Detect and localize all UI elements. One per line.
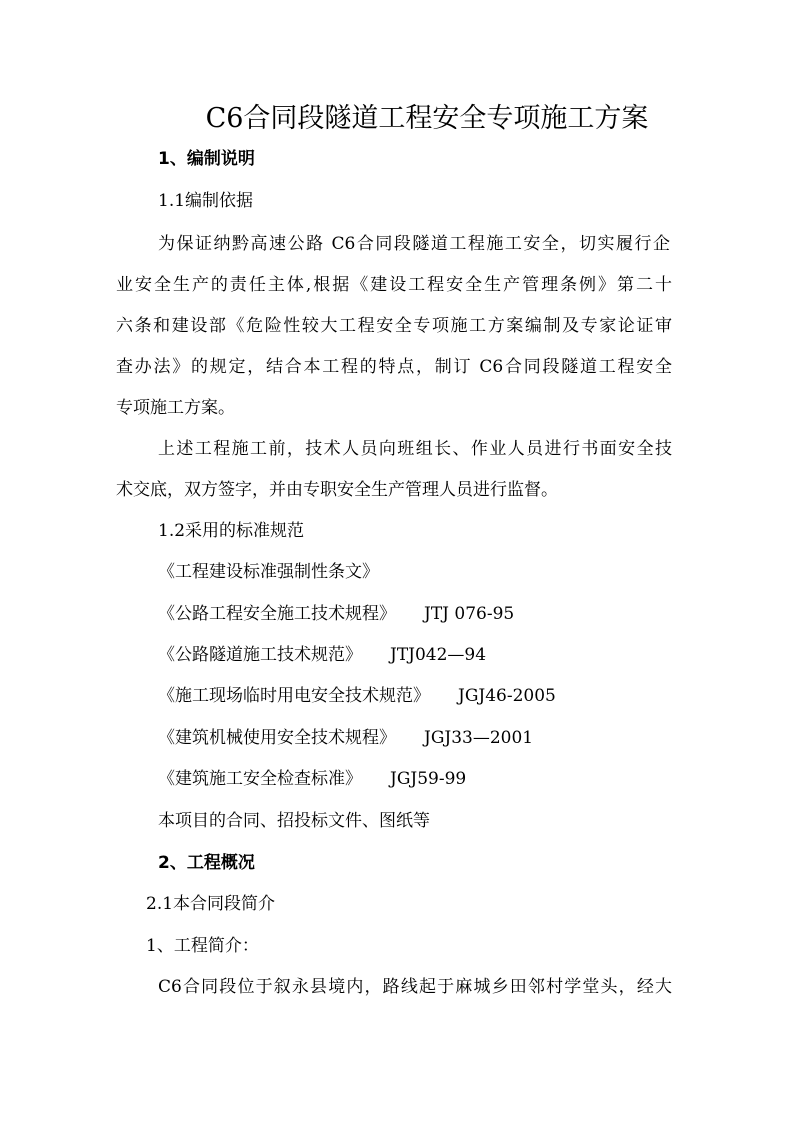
standard-name: 《施工现场临时用电安全技术规范》 (158, 686, 430, 706)
subsection-1-1-heading: 1.1编制依据 (158, 191, 254, 211)
standard-name: 《工程建设标准强制性条文》 (158, 562, 379, 582)
standard-code: JTJ042—94 (390, 645, 487, 665)
other-documents-line: 本项目的合同、招投标文件、图纸等 (158, 811, 430, 831)
document-title: C6合同段隧道工程安全专项施工方案 (205, 103, 649, 134)
paragraph-line: 上述工程施工前，技术人员向班组长、作业人员进行书面安全技 (158, 439, 672, 459)
subsection-2-1-heading: 2.1本合同段简介 (146, 894, 276, 914)
paragraph-line: 六条和建设部《危险性较大工程安全专项施工方案编制及专家论证审 (116, 316, 672, 336)
project-intro-item: 1、工程简介： (146, 936, 259, 956)
paragraph-line: 查办法》的规定，结合本工程的特点，制订 C6合同段隧道工程安全 (116, 357, 672, 377)
standard-name: 《建筑机械使用安全技术规程》 (158, 728, 396, 748)
standard-item (158, 727, 533, 749)
section-1-heading: 1、编制说明 (158, 149, 255, 169)
paragraph-line: 为保证纳黔高速公路 C6合同段隧道工程施工安全，切实履行企 (158, 234, 670, 254)
standard-code: JTJ 076-95 (424, 604, 515, 624)
standard-code: JGJ46-2005 (458, 686, 556, 706)
standard-item (158, 561, 379, 583)
standard-name: 《公路隧道施工技术规范》 (158, 645, 362, 665)
standard-name: 《公路工程安全施工技术规程》 (158, 604, 396, 624)
paragraph-line: 术交底，双方签字，并由专职安全生产管理人员进行监督。 (116, 480, 558, 500)
standard-code: JGJ59-99 (390, 769, 467, 789)
subsection-1-2-heading: 1.2采用的标准规范 (158, 521, 305, 541)
standard-item (158, 768, 466, 790)
standard-code: JGJ33—2001 (424, 728, 534, 748)
section-2-heading: 2、工程概况 (158, 853, 255, 873)
standard-item (158, 603, 514, 625)
standard-item (158, 685, 556, 707)
standard-name: 《建筑施工安全检查标准》 (158, 769, 362, 789)
paragraph-line: 业安全生产的责任主体,根据《建设工程安全生产管理条例》第二十 (116, 275, 672, 295)
paragraph-line: 专项施工方案。 (116, 398, 235, 418)
paragraph-line: C6合同段位于叙永县境内，路线起于麻城乡田邻村学堂头，经大 (158, 977, 672, 997)
standard-item (158, 644, 486, 666)
